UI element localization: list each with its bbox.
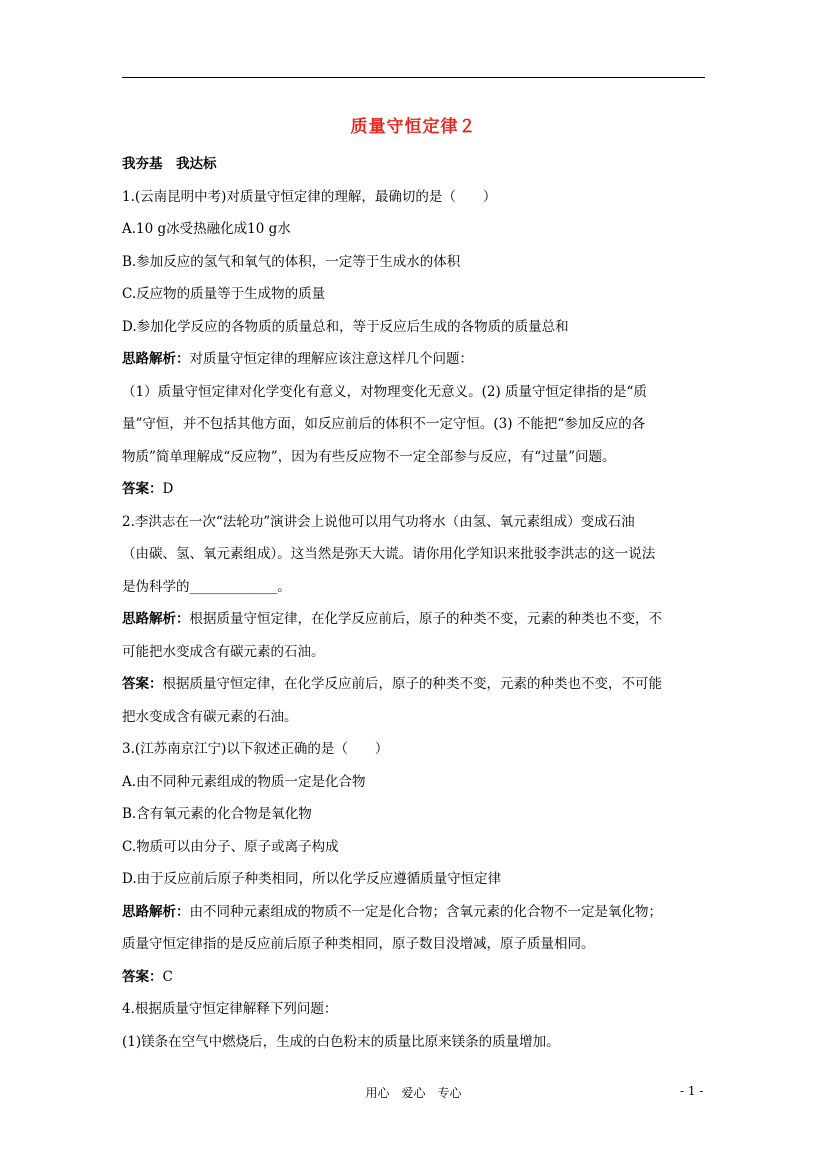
q1-analysis-line: （1）质量守恒定律对化学变化有意义，对物理变化无意义。(2) 质量守恒定律指的是“质 xyxy=(122,383,647,400)
analysis-text: 根据质量守恒定律，在化学反应前后，原子的种类不变，元素的种类也不变，不 xyxy=(189,611,662,627)
answer-text: 根据质量守恒定律，在化学反应前后，原子的种类不变，元素的种类也不变，不可能 xyxy=(162,676,662,692)
q3-stem: 3.(江苏南京江宁)以下叙述正确的是（ ） xyxy=(122,741,389,757)
q1-option-d: D.参加化学反应的各物质的质量总和，等于反应后生成的各物质的质量总和 xyxy=(122,318,569,335)
analysis-text: 由不同种元素组成的物质不一定是化合物；含氧元素的化合物不一定是氧化物； xyxy=(189,903,662,920)
q1-analysis-line: 物质”简单理解成“反应物”，因为有些反应物不一定全部参与反应，有“过量”问题。 xyxy=(122,448,616,465)
q3-option-d: D.由于反应前后原子种类相同，所以化学反应遵循质量守恒定律 xyxy=(122,871,502,887)
answer-text: D xyxy=(162,481,174,497)
q2-stem-line: 是伪科学的_____________。 xyxy=(122,578,291,595)
q1-option-c: C.反应物的质量等于生成物的质量 xyxy=(122,286,326,302)
q3-option-a: A.由不同种元素组成的物质一定是化合物 xyxy=(122,773,366,790)
header-rule xyxy=(122,77,705,78)
q2-answer-line: 把水变成含有碳元素的石油。 xyxy=(122,708,298,725)
q3-answer xyxy=(122,961,707,994)
section-heading: 我夯基 我达标 xyxy=(122,156,217,172)
q3-option-b: B.含有氧元素的化合物是氧化物 xyxy=(122,806,312,822)
q2-analysis-line: 可能把水变成含有碳元素的石油。 xyxy=(122,643,325,660)
answer-label: 答案： xyxy=(122,968,163,985)
q1-analysis-line: 量”守恒，并不包括其他方面，如反应前后的体积不一定守恒。(3) 不能把“参加反应的各 xyxy=(122,416,646,432)
answer-label: 答案： xyxy=(122,481,163,497)
q1-stem: 1.(云南昆明中考)对质量守恒定律的理解，最确切的是（ ） xyxy=(122,188,497,205)
analysis-label: 思路解析： xyxy=(122,611,190,627)
q4-stem: 4.根据质量守恒定律解释下列问题： xyxy=(122,1001,338,1017)
q3-analysis xyxy=(122,896,707,929)
q4-sub1: (1)镁条在空气中燃烧后，生成的白色粉末的质量比原来镁条的质量增加。 xyxy=(122,1033,560,1050)
q1-option-a: A.10 g冰受热融化成10 g水 xyxy=(122,221,291,237)
answer-label: 答案： xyxy=(122,676,163,692)
analysis-label: 思路解析： xyxy=(122,351,190,367)
q1-option-b: B.参加反应的氢气和氧气的体积，一定等于生成水的体积 xyxy=(122,253,461,270)
q3-option-c: C.物质可以由分子、原子或离子构成 xyxy=(122,838,339,855)
q1-analysis xyxy=(122,343,707,376)
q2-analysis xyxy=(122,603,707,636)
document-body xyxy=(122,148,707,1058)
page-number: - 1 - xyxy=(680,1084,704,1098)
analysis-label: 思路解析： xyxy=(122,903,190,920)
q2-stem-line: （由碳、氢、氧元素组成）。这当然是弥天大谎。请你用化学知识来批驳李洪志的这一说法 xyxy=(122,546,656,562)
answer-text: C xyxy=(162,968,173,985)
q2-answer xyxy=(122,668,707,701)
q3-analysis-line: 质量守恒定律指的是反应前后原子种类相同，原子数目没增减，原子质量相同。 xyxy=(122,936,595,952)
analysis-text: 对质量守恒定律的理解应该注意这样几个问题： xyxy=(189,351,473,367)
footer-slogan: 用心 爱心 专心 xyxy=(365,1086,462,1100)
q1-answer xyxy=(122,473,707,506)
q2-stem-line: 2.李洪志在一次“法轮功”演讲会上说他可以用气功将水（由氢、氧元素组成）变成石油 xyxy=(122,513,635,530)
document-title: 质量守恒定律２ xyxy=(350,117,477,137)
